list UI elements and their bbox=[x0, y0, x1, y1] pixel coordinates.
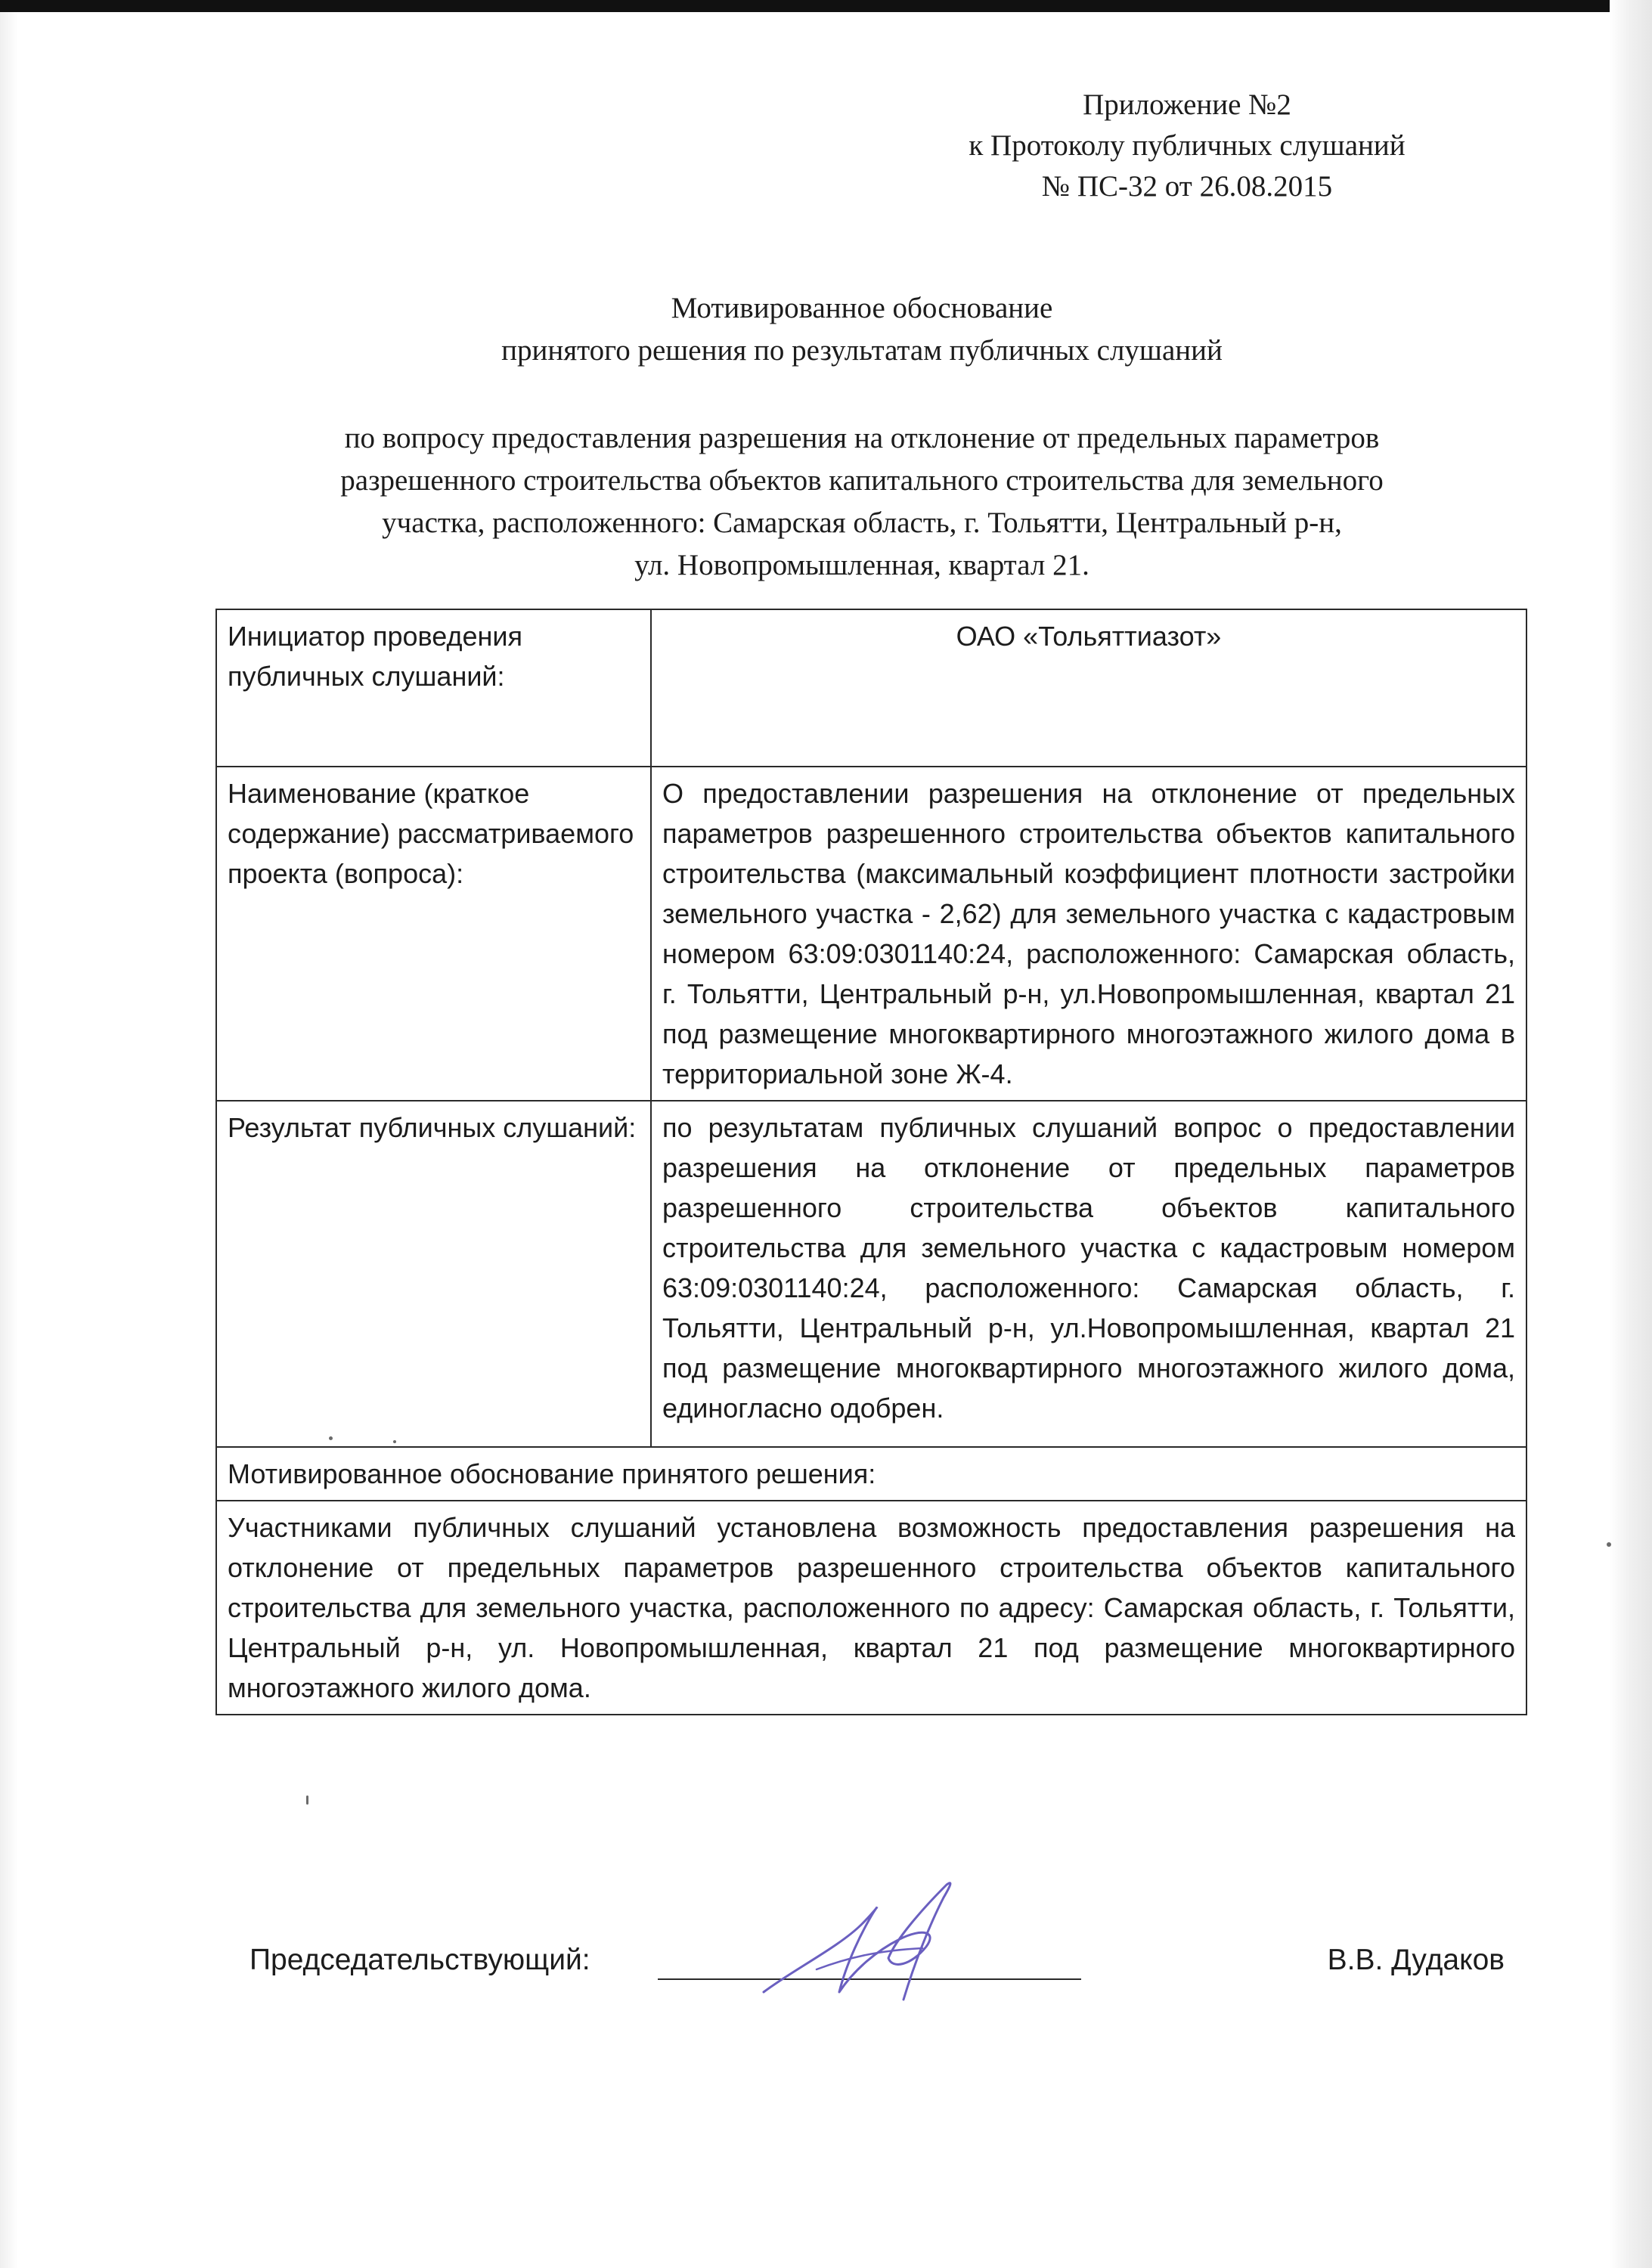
subject-line-2: разрешенного строительства объектов капитального строительства для земельного bbox=[340, 464, 1384, 497]
appendix-line-1: Приложение №2 bbox=[1083, 88, 1291, 121]
appendix-line-3: № ПС-32 от 26.08.2015 bbox=[1041, 170, 1333, 203]
document-title bbox=[287, 287, 1437, 372]
scan-left-edge bbox=[0, 12, 18, 2268]
table-row-project bbox=[216, 767, 1526, 1101]
chairman-name: В.В. Дудаков bbox=[1327, 1944, 1505, 1976]
table-row-initiator bbox=[216, 609, 1526, 767]
appendix-header bbox=[892, 85, 1482, 207]
initiator-value: ОАО «Тольяттиазот» bbox=[651, 609, 1526, 767]
motivation-text: Участниками публичных слушаний установлена возможность предоставления разрешения на отклонение от предельных параметров разрешенного строительства объектов капитального строительства для земельного участка, расположенного по адресу: Самарская область, г. Тольятти, Центральный р-н, ул. Новопромышленная, квартал 21 под размещение многоквартирного многоэтажного жилого дома. bbox=[216, 1501, 1526, 1715]
title-line-1: Мотивированное обоснование bbox=[671, 292, 1053, 324]
table-row-result bbox=[216, 1101, 1526, 1447]
table-row-motivation-heading bbox=[216, 1447, 1526, 1501]
appendix-line-2: к Протоколу публичных слушаний bbox=[969, 129, 1406, 162]
subject-line-1: по вопросу предоставления разрешения на отклонение от предельных параметров bbox=[344, 422, 1380, 454]
subject-line-4: ул. Новопромышленная, квартал 21. bbox=[634, 549, 1089, 581]
project-label: Наименование (краткое содержание) рассматриваемого проекта (вопроса): bbox=[216, 767, 651, 1101]
scan-speck bbox=[306, 1796, 308, 1805]
scan-speck bbox=[393, 1440, 396, 1443]
scan-top-edge bbox=[0, 0, 1652, 12]
signature-block bbox=[250, 1916, 1505, 2007]
hearing-details-table bbox=[215, 609, 1527, 1715]
chairman-label: Председательствующий: bbox=[250, 1944, 590, 1976]
scan-speck bbox=[329, 1436, 333, 1440]
scan-speck bbox=[1607, 1542, 1611, 1547]
subject-paragraph bbox=[227, 417, 1497, 587]
result-label: Результат публичных слушаний: bbox=[216, 1101, 651, 1447]
scan-right-edge bbox=[1610, 0, 1652, 2268]
title-line-2: принятого решения по результатам публичных слушаний bbox=[501, 334, 1223, 367]
table-row-motivation-text bbox=[216, 1501, 1526, 1715]
motivation-heading: Мотивированное обоснование принятого решения: bbox=[216, 1447, 1526, 1501]
initiator-label: Инициатор проведения публичных слушаний: bbox=[216, 609, 651, 767]
project-value: О предоставлении разрешения на отклонение от предельных параметров разрешенного строительства объектов капитального строительства (максимальный коэффициент плотности застройки земельного участка - 2,62) для земельного участка с кадастровым номером 63:09:0301140:24, расположенного: Самарская область, г. Тольятти, Центральный р-н, ул.Новопромышленная, квартал 21 под размещение многоквартирного многоэтажного жилого дома в территориальной зоне Ж-4. bbox=[651, 767, 1526, 1101]
subject-line-3: участка, расположенного: Самарская область, г. Тольятти, Центральный р-н, bbox=[382, 507, 1342, 539]
handwritten-signature bbox=[749, 1879, 1021, 2007]
result-value: по результатам публичных слушаний вопрос о предоставлении разрешения на отклонение от предельных параметров разрешенного строительства объектов капитального строительства для земельного участка с кадастровым номером 63:09:0301140:24, расположенного: Самарская область, г. Тольятти, Центральный р-н, ул.Новопромышленная, квартал 21 под размещение многоквартирного многоэтажного жилого дома, единогласно одобрен. bbox=[651, 1101, 1526, 1447]
